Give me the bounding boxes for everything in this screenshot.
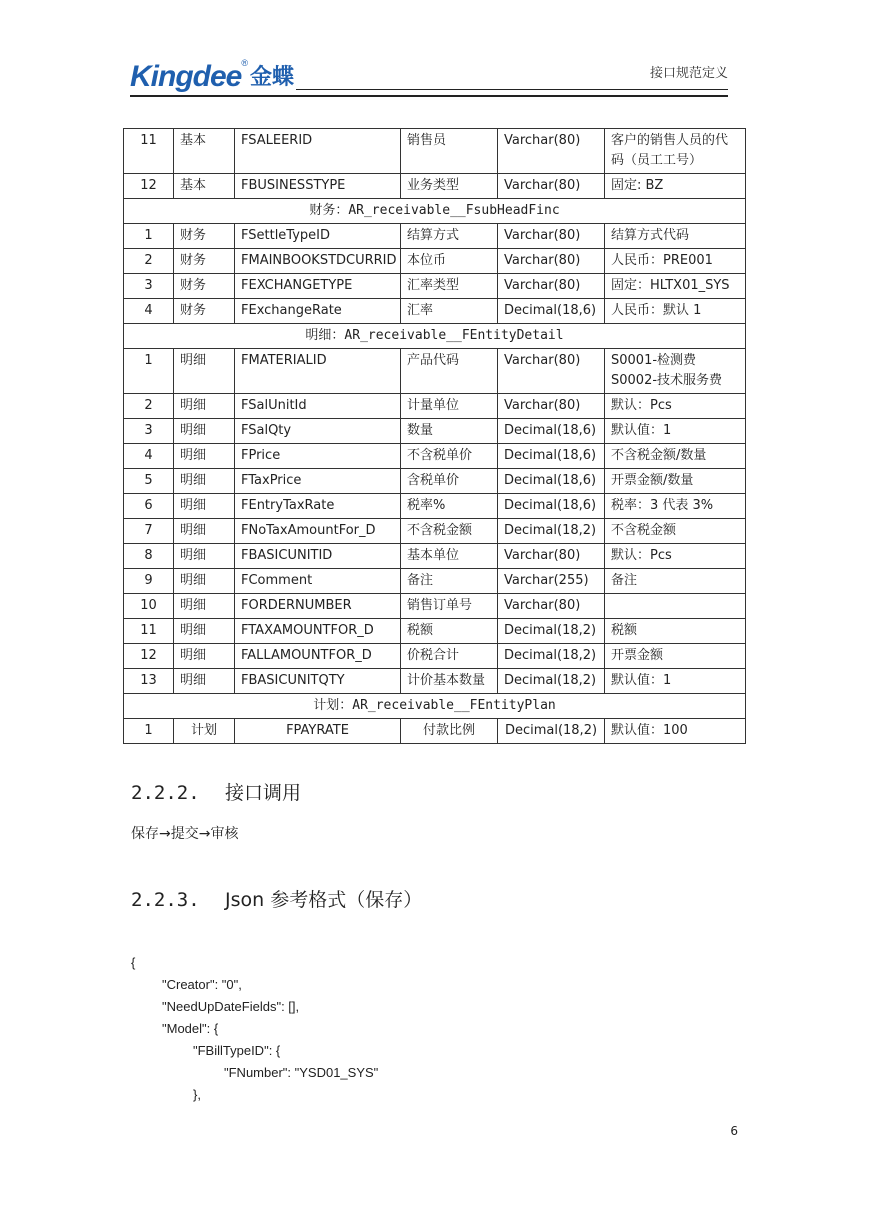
cell-note: [605, 419, 746, 444]
cell-field-id-text: FALLAMOUNTFOR_D: [241, 648, 372, 663]
cell-no-text: 13: [140, 673, 157, 688]
cell-field-id-text: FSALEERID: [241, 133, 313, 148]
cell-note-text: 不含税金额: [611, 523, 677, 538]
cell-note: [605, 444, 746, 469]
code-line: "FNumber": "YSD01_SYS": [224, 1065, 379, 1080]
cell-field-id-text: FBUSINESSTYPE: [241, 178, 346, 193]
logo-text-cn: 金蝶: [250, 65, 295, 90]
cell-note: [605, 669, 746, 694]
cell-note-text: S0001-检测费: [611, 353, 697, 368]
cell-field-name-text: 销售订单号: [407, 598, 473, 613]
cell-data-type: [498, 224, 605, 249]
cell-data-type-text: Varchar(80): [504, 228, 581, 243]
cell-field-id: [235, 419, 401, 444]
cell-data-type-text: Decimal(18,2): [504, 648, 597, 663]
cell-category-text: 基本: [180, 133, 207, 148]
cell-no-text: 12: [140, 648, 157, 663]
cell-no: [124, 619, 174, 644]
cell-field-name: [401, 594, 498, 619]
table-row: [124, 299, 746, 324]
cell-field-name-text: 税率%: [407, 498, 446, 513]
cell-field-id-text: FPAYRATE: [286, 723, 349, 738]
cell-note: [605, 394, 746, 419]
cell-field-name-text: 基本单位: [407, 548, 460, 563]
cell-note-text: 人民币：PRE001: [611, 253, 713, 268]
table-row: [124, 129, 746, 174]
cell-field-id-text: FComment: [241, 573, 313, 588]
cell-data-type: [498, 494, 605, 519]
cell-data-type-text: Decimal(18,6): [504, 448, 597, 463]
cell-data-type: [498, 594, 605, 619]
cell-field-id: [235, 719, 401, 744]
cell-field-name-text: 付款比例: [422, 723, 475, 738]
cell-data-type-text: Varchar(255): [504, 573, 589, 588]
cell-no: [124, 469, 174, 494]
cell-field-name: [401, 619, 498, 644]
cell-field-name: [401, 174, 498, 199]
table-row: [124, 469, 746, 494]
cell-field-id: [235, 469, 401, 494]
table-row: [124, 444, 746, 469]
cell-data-type: [498, 669, 605, 694]
cell-field-name-text: 税额: [407, 623, 434, 638]
table-top-rule: [130, 95, 728, 97]
cell-field-id: [235, 224, 401, 249]
section-header-cell: 计划：AR_receivable__FEntityPlan: [124, 694, 746, 719]
section-row-finance: [124, 199, 746, 224]
cell-field-name: [401, 519, 498, 544]
cell-note: [605, 644, 746, 669]
cell-category-text: 基本: [180, 178, 207, 193]
cell-note-text: 默认值：100: [611, 723, 688, 738]
cell-field-name-text: 数量: [407, 423, 434, 438]
cell-no-text: 12: [140, 178, 157, 193]
cell-category-text: 明细: [180, 573, 207, 588]
cell-no: [124, 494, 174, 519]
cell-data-type-text: Decimal(18,2): [504, 523, 597, 538]
cell-category: [174, 544, 235, 569]
cell-field-id: [235, 249, 401, 274]
cell-field-name-text: 业务类型: [407, 178, 460, 193]
cell-no: [124, 644, 174, 669]
cell-field-name: [401, 349, 498, 394]
cell-field-name: [401, 419, 498, 444]
cell-note-text: 税率：3 代表 3%: [611, 498, 714, 513]
cell-data-type-text: Decimal(18,2): [504, 723, 598, 738]
cell-note: [605, 174, 746, 199]
cell-data-type: [498, 349, 605, 394]
table-row: [124, 174, 746, 199]
code-line: {: [131, 955, 136, 970]
section-row-plan: [124, 694, 746, 719]
cell-note-text: 备注: [611, 573, 638, 588]
section-number: 2.2.3.: [131, 889, 200, 911]
cell-field-id-text: FMAINBOOKSTDCURRID: [241, 253, 397, 268]
cell-field-name-text: 产品代码: [407, 353, 460, 368]
code-line: },: [193, 1087, 201, 1102]
cell-note-text: 固定：HLTX01_SYS: [611, 278, 730, 293]
cell-field-name-text: 不含税单价: [407, 448, 473, 463]
cell-category-text: 财务: [180, 228, 207, 243]
cell-category-text: 财务: [180, 303, 207, 318]
cell-data-type-text: Varchar(80): [504, 253, 581, 268]
cell-no: [124, 224, 174, 249]
cell-field-id: [235, 644, 401, 669]
cell-no: [124, 669, 174, 694]
page-number: 6: [730, 1124, 738, 1138]
cell-field-name-text: 本位币: [407, 253, 447, 268]
cell-field-name: [401, 669, 498, 694]
cell-category-text: 明细: [180, 473, 207, 488]
cell-field-name: [401, 249, 498, 274]
cell-field-name-text: 汇率: [407, 303, 434, 318]
cell-field-id-text: FSalUnitId: [241, 398, 307, 413]
section-heading-223: [131, 885, 422, 912]
table-row: [124, 224, 746, 249]
cell-note: [605, 619, 746, 644]
cell-data-type: [498, 619, 605, 644]
cell-note-text: 固定: BZ: [611, 178, 664, 193]
cell-field-name-text: 计量单位: [407, 398, 460, 413]
cell-category: [174, 494, 235, 519]
cell-category-text: 明细: [180, 423, 207, 438]
table-row: [124, 274, 746, 299]
cell-no: [124, 349, 174, 394]
cell-category-text: 明细: [180, 673, 207, 688]
cell-category-text: 明细: [180, 548, 207, 563]
cell-field-id: [235, 394, 401, 419]
call-flow-text: 保存→提交→审核: [131, 826, 239, 842]
cell-data-type-text: Decimal(18,6): [504, 303, 597, 318]
cell-field-id: [235, 594, 401, 619]
table-row: [124, 619, 746, 644]
cell-field-name-text: 含税单价: [407, 473, 460, 488]
section-header-cell: 明细：AR_receivable__FEntityDetail: [124, 324, 746, 349]
cell-category: [174, 719, 235, 744]
cell-category: [174, 224, 235, 249]
cell-data-type-text: Decimal(18,6): [504, 423, 597, 438]
table-row: [124, 519, 746, 544]
cell-field-id: [235, 299, 401, 324]
section-number: 2.2.2.: [131, 782, 200, 804]
cell-data-type-text: Varchar(80): [504, 178, 581, 193]
cell-field-name-text: 不含税金额: [407, 523, 473, 538]
cell-field-name: [401, 719, 498, 744]
cell-note-text: 开票金额/数量: [611, 473, 694, 488]
cell-no-text: 2: [144, 253, 153, 268]
cell-category: [174, 469, 235, 494]
cell-category-text: 计划: [190, 723, 217, 738]
cell-no-text: 3: [144, 423, 153, 438]
cell-note-text: 税额: [611, 623, 638, 638]
cell-category-text: 明细: [180, 623, 207, 638]
cell-data-type: [498, 544, 605, 569]
cell-no: [124, 299, 174, 324]
cell-field-id-text: FExchangeRate: [241, 303, 342, 318]
cell-no-text: 2: [144, 398, 153, 413]
cell-note: [605, 349, 746, 394]
cell-data-type-text: Varchar(80): [504, 353, 581, 368]
section-heading-222: [131, 778, 301, 805]
cell-note-text: 默认值：1: [611, 673, 672, 688]
cell-field-id-text: FBASICUNITQTY: [241, 673, 345, 688]
cell-no-text: 1: [144, 353, 153, 368]
cell-category-text: 明细: [180, 648, 207, 663]
cell-data-type-text: Decimal(18,6): [504, 473, 597, 488]
logo-text-en: Kingdee: [130, 60, 242, 93]
table-row: [124, 544, 746, 569]
cell-no: [124, 569, 174, 594]
cell-data-type: [498, 719, 605, 744]
cell-category: [174, 619, 235, 644]
cell-data-type: [498, 174, 605, 199]
cell-note: [605, 274, 746, 299]
cell-field-id: [235, 494, 401, 519]
cell-field-id: [235, 444, 401, 469]
cell-field-name-text: 备注: [407, 573, 434, 588]
cell-no-text: 9: [144, 573, 153, 588]
cell-note-text: 开票金额: [611, 648, 664, 663]
cell-no: [124, 519, 174, 544]
cell-data-type-text: Varchar(80): [504, 548, 581, 563]
table-row: [124, 669, 746, 694]
cell-data-type: [498, 644, 605, 669]
cell-field-id: [235, 349, 401, 394]
cell-field-name: [401, 444, 498, 469]
table-row: [124, 249, 746, 274]
code-line: "Creator": "0",: [162, 977, 242, 992]
cell-field-name: [401, 299, 498, 324]
cell-field-name: [401, 494, 498, 519]
cell-category-text: 财务: [180, 278, 207, 293]
cell-field-id: [235, 544, 401, 569]
cell-category: [174, 644, 235, 669]
cell-note: [605, 299, 746, 324]
cell-category-text: 明细: [180, 353, 207, 368]
cell-no: [124, 274, 174, 299]
table-row: [124, 569, 746, 594]
cell-field-name-text: 汇率类型: [407, 278, 460, 293]
cell-category: [174, 394, 235, 419]
cell-field-id-text: FBASICUNITID: [241, 548, 333, 563]
cell-field-name: [401, 224, 498, 249]
cell-note-text: 默认：Pcs: [611, 548, 672, 563]
cell-field-name-text: 结算方式: [407, 228, 460, 243]
cell-field-name-text: 价税合计: [407, 648, 460, 663]
cell-field-id-text: FPrice: [241, 448, 281, 463]
logo-registered-mark: ®: [241, 58, 248, 68]
cell-data-type: [498, 274, 605, 299]
cell-no-text: 11: [140, 623, 157, 638]
table-row: [124, 419, 746, 444]
cell-field-name: [401, 394, 498, 419]
cell-note: [605, 519, 746, 544]
cell-data-type-text: Decimal(18,6): [504, 498, 597, 513]
cell-category-text: 明细: [180, 598, 207, 613]
cell-no: [124, 544, 174, 569]
cell-category: [174, 129, 235, 174]
cell-no: [124, 444, 174, 469]
cell-field-name: [401, 129, 498, 174]
cell-note-text: 不含税金额/数量: [611, 448, 707, 463]
cell-field-id-text: FMATERIALID: [241, 353, 327, 368]
cell-data-type-text: Decimal(18,2): [504, 623, 597, 638]
table-row: [124, 349, 746, 394]
cell-data-type-text: Decimal(18,2): [504, 673, 597, 688]
cell-note: [605, 544, 746, 569]
cell-note-text: 人民币：默认 1: [611, 303, 702, 318]
cell-field-id: [235, 274, 401, 299]
cell-no: [124, 419, 174, 444]
cell-category: [174, 299, 235, 324]
cell-no-text: 10: [140, 598, 157, 613]
cell-category-text: 明细: [180, 498, 207, 513]
cell-category-text: 明细: [180, 398, 207, 413]
cell-no: [124, 174, 174, 199]
cell-data-type: [498, 444, 605, 469]
cell-category: [174, 174, 235, 199]
cell-note: [605, 719, 746, 744]
cell-data-type: [498, 299, 605, 324]
cell-field-id: [235, 619, 401, 644]
json-code-block: [131, 952, 378, 1106]
cell-no: [124, 719, 174, 744]
cell-no-text: 4: [144, 448, 153, 463]
cell-category: [174, 519, 235, 544]
cell-field-id-text: FSalQty: [241, 423, 292, 438]
cell-field-id-text: FTAXAMOUNTFOR_D: [241, 623, 374, 638]
section-row-detail: [124, 324, 746, 349]
cell-field-id-text: FSettleTypeID: [241, 228, 331, 243]
cell-field-name: [401, 274, 498, 299]
cell-note: [605, 469, 746, 494]
cell-no-text: 5: [144, 473, 153, 488]
cell-no-text: 7: [144, 523, 153, 538]
cell-note-text: 结算方式代码: [611, 228, 690, 243]
section-header-cell: 财务：AR_receivable__FsubHeadFinc: [124, 199, 746, 224]
cell-category: [174, 274, 235, 299]
cell-field-id: [235, 174, 401, 199]
cell-data-type: [498, 394, 605, 419]
cell-no: [124, 129, 174, 174]
table-row: [124, 594, 746, 619]
cell-data-type: [498, 419, 605, 444]
cell-note: [605, 594, 746, 619]
cell-category-text: 明细: [180, 523, 207, 538]
cell-data-type-text: Varchar(80): [504, 278, 581, 293]
kingdee-logo: [130, 56, 294, 92]
cell-category: [174, 444, 235, 469]
section-title: Json 参考格式（保存）: [225, 889, 423, 911]
cell-category: [174, 419, 235, 444]
cell-category: [174, 569, 235, 594]
cell-field-id: [235, 569, 401, 594]
cell-data-type: [498, 129, 605, 174]
cell-no-text: 1: [144, 228, 153, 243]
header-divider: [296, 89, 728, 90]
cell-no: [124, 594, 174, 619]
table-row: [124, 494, 746, 519]
table-row: [124, 644, 746, 669]
cell-field-name: [401, 644, 498, 669]
cell-no: [124, 249, 174, 274]
table-row: [124, 719, 746, 744]
cell-no-text: 11: [140, 133, 157, 148]
cell-no-text: 8: [144, 548, 153, 563]
code-line: "Model": {: [162, 1021, 219, 1036]
cell-category: [174, 669, 235, 694]
cell-note-text: 默认：Pcs: [611, 398, 672, 413]
cell-note: [605, 224, 746, 249]
cell-category-text: 明细: [180, 448, 207, 463]
code-line: "NeedUpDateFields": [],: [162, 999, 300, 1014]
cell-data-type-text: Varchar(80): [504, 133, 581, 148]
cell-note: [605, 249, 746, 274]
cell-field-id: [235, 519, 401, 544]
cell-no-text: 3: [144, 278, 153, 293]
cell-field-name-text: 销售员: [407, 133, 447, 148]
cell-no-text: 1: [144, 723, 153, 738]
cell-note: [605, 494, 746, 519]
cell-category: [174, 249, 235, 274]
cell-field-id-text: FEXCHANGETYPE: [241, 278, 353, 293]
code-line: "FBillTypeID": {: [193, 1043, 281, 1058]
cell-category: [174, 594, 235, 619]
header-title: 接口规范定义: [649, 66, 728, 81]
cell-note-text: 客户的销售人员的代码（员工工号）: [611, 133, 729, 168]
cell-field-id: [235, 129, 401, 174]
cell-no-text: 4: [144, 303, 153, 318]
cell-data-type: [498, 249, 605, 274]
cell-data-type: [498, 519, 605, 544]
cell-data-type: [498, 569, 605, 594]
cell-data-type: [498, 469, 605, 494]
cell-field-id-text: FEntryTaxRate: [241, 498, 335, 513]
cell-note-text: 默认值：1: [611, 423, 672, 438]
cell-note: [605, 569, 746, 594]
cell-category: [174, 349, 235, 394]
cell-field-id-text: FORDERNUMBER: [241, 598, 352, 613]
cell-field-id: [235, 669, 401, 694]
cell-data-type-text: Varchar(80): [504, 398, 581, 413]
section-title: 接口调用: [225, 782, 302, 804]
cell-field-id-text: FNoTaxAmountFor_D: [241, 523, 376, 538]
cell-note-text: S0002-技术服务费: [611, 373, 723, 388]
cell-field-name-text: 计价基本数量: [407, 673, 486, 688]
cell-field-id-text: FTaxPrice: [241, 473, 302, 488]
cell-no-text: 6: [144, 498, 153, 513]
table-row: [124, 394, 746, 419]
cell-field-name: [401, 469, 498, 494]
cell-category-text: 财务: [180, 253, 207, 268]
cell-field-name: [401, 569, 498, 594]
cell-field-name: [401, 544, 498, 569]
cell-no: [124, 394, 174, 419]
field-spec-table: [123, 128, 746, 744]
cell-note: [605, 129, 746, 174]
cell-data-type-text: Varchar(80): [504, 598, 581, 613]
